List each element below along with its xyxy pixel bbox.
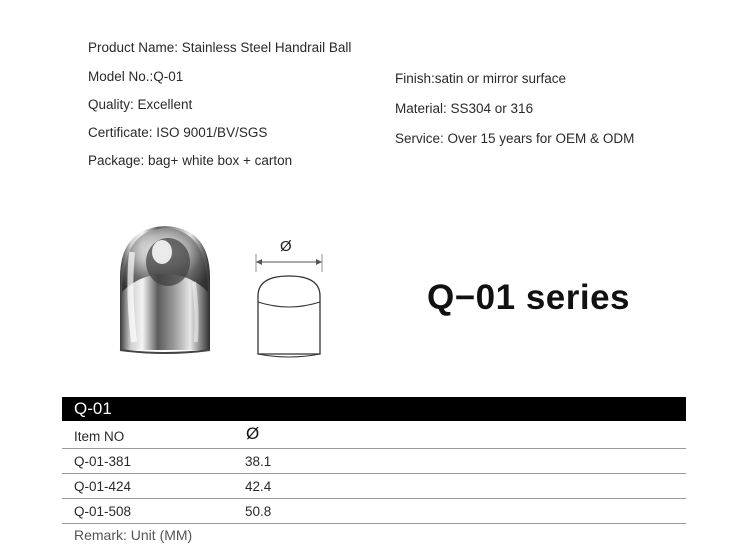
series-title: Q−01 series bbox=[427, 278, 631, 317]
spec-material: Material: SS304 or 316 bbox=[395, 101, 534, 116]
spec-quality: Quality: Excellent bbox=[88, 97, 193, 112]
spec-finish: Finish:satin or mirror surface bbox=[395, 71, 567, 86]
table-row bbox=[62, 449, 686, 474]
remark-text: Remark: Unit (MM) bbox=[74, 527, 193, 543]
cell-diameter: 50.8 bbox=[245, 504, 272, 519]
table-header bbox=[62, 397, 686, 421]
product-photo bbox=[110, 222, 220, 356]
spec-certificate: Certificate: ISO 9001/BV/SGS bbox=[88, 125, 268, 140]
spec-product-name: Product Name: Stainless Steel Handrail Ball bbox=[88, 40, 352, 55]
cell-diameter: 42.4 bbox=[245, 479, 272, 494]
cell-item-no: Q-01-508 bbox=[74, 504, 132, 519]
spec-package: Package: bag+ white box + carton bbox=[88, 153, 293, 168]
table-column-header bbox=[62, 424, 686, 449]
spec-service: Service: Over 15 years for OEM & ODM bbox=[395, 131, 635, 146]
column-item-no: Item NO bbox=[74, 429, 125, 444]
cell-item-no: Q-01-424 bbox=[74, 479, 132, 494]
cell-diameter: 38.1 bbox=[245, 454, 272, 469]
column-diameter: Ø bbox=[246, 424, 260, 443]
spec-model-no: Model No.:Q-01 bbox=[88, 69, 184, 84]
technical-drawing bbox=[250, 238, 330, 363]
cell-item-no: Q-01-381 bbox=[74, 454, 132, 469]
table-title: Q-01 bbox=[74, 399, 112, 418]
table-row bbox=[62, 474, 686, 499]
diameter-label: Ø bbox=[280, 238, 292, 255]
table-row bbox=[62, 499, 686, 524]
